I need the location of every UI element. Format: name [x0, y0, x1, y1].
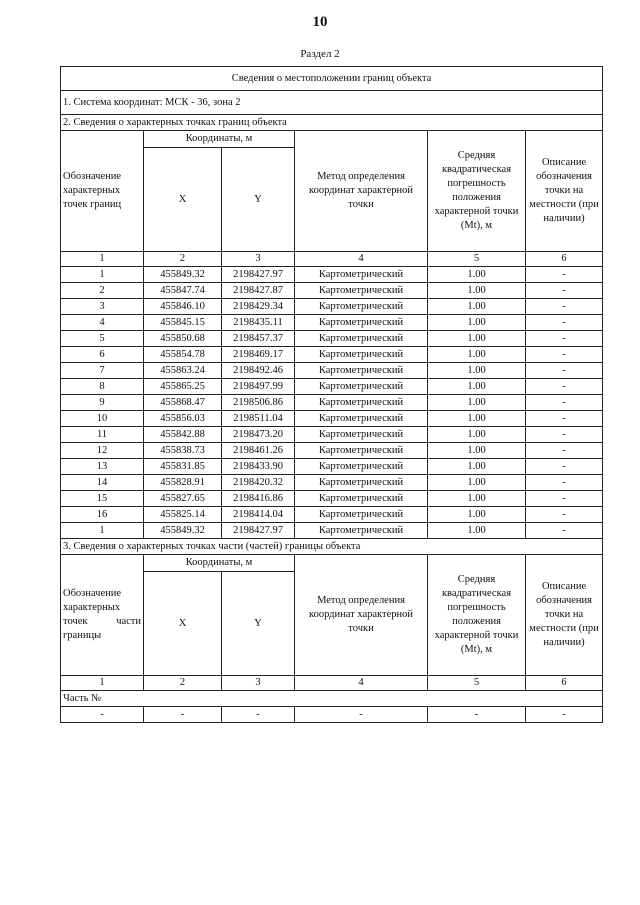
table-row	[61, 363, 603, 379]
point-y: 2198457.37	[222, 331, 295, 347]
point-y: 2198414.04	[222, 507, 295, 523]
header-description: Описание обозначения точки на местности (при наличии)	[526, 131, 603, 252]
table-row	[61, 491, 603, 507]
point-x: 455827.65	[144, 491, 222, 507]
point-x: 455854.78	[144, 347, 222, 363]
point-y: 2198420.32	[222, 475, 295, 491]
point-mt: 1.00	[428, 379, 526, 395]
point-mt: 1.00	[428, 299, 526, 315]
point-mt: 1.00	[428, 475, 526, 491]
table-row	[61, 475, 603, 491]
point-number: 10	[61, 411, 144, 427]
parts-column-number-4: 4	[295, 676, 428, 691]
point-mt: 1.00	[428, 267, 526, 283]
point-description: -	[526, 331, 603, 347]
header-error: Средняя квадратическая погрешность положения характерной точки (Mt), м	[428, 131, 526, 252]
point-method: Картометрический	[295, 443, 428, 459]
point-y: 2198433.90	[222, 459, 295, 475]
point-x: 455863.24	[144, 363, 222, 379]
coord-system: 1. Система координат: МСК - 36, зона 2	[61, 91, 603, 115]
point-description: -	[526, 475, 603, 491]
point-y: 2198492.46	[222, 363, 295, 379]
point-number: 1	[61, 523, 144, 539]
point-description: -	[526, 347, 603, 363]
part-cell: -	[428, 707, 526, 723]
point-x: 455847.74	[144, 283, 222, 299]
point-x: 455842.88	[144, 427, 222, 443]
point-description: -	[526, 283, 603, 299]
parts-column-number-1: 1	[61, 676, 144, 691]
table-row	[61, 459, 603, 475]
column-number-1: 1	[61, 252, 144, 267]
point-y: 2198497.99	[222, 379, 295, 395]
point-number: 8	[61, 379, 144, 395]
point-number: 15	[61, 491, 144, 507]
table-row	[61, 315, 603, 331]
part-cell: -	[61, 707, 144, 723]
column-number-6: 6	[526, 252, 603, 267]
point-number: 3	[61, 299, 144, 315]
parts-header-designation: Обозначение характерных точек части границы	[61, 555, 144, 676]
table-row	[61, 395, 603, 411]
point-x: 455856.03	[144, 411, 222, 427]
point-description: -	[526, 427, 603, 443]
header-coords: Координаты, м	[144, 131, 295, 148]
parts-header-description: Описание обозначения точки на местности (при наличии)	[526, 555, 603, 676]
point-number: 5	[61, 331, 144, 347]
point-description: -	[526, 491, 603, 507]
point-description: -	[526, 459, 603, 475]
part-cell: -	[526, 707, 603, 723]
point-number: 13	[61, 459, 144, 475]
point-mt: 1.00	[428, 427, 526, 443]
point-y: 2198469.17	[222, 347, 295, 363]
point-method: Картометрический	[295, 475, 428, 491]
header-y: Y	[222, 148, 295, 252]
point-method: Картометрический	[295, 299, 428, 315]
point-number: 6	[61, 347, 144, 363]
point-number: 16	[61, 507, 144, 523]
point-mt: 1.00	[428, 331, 526, 347]
point-description: -	[526, 299, 603, 315]
point-number: 14	[61, 475, 144, 491]
point-y: 2198427.97	[222, 523, 295, 539]
table-row	[61, 331, 603, 347]
point-y: 2198511.04	[222, 411, 295, 427]
point-number: 2	[61, 283, 144, 299]
point-method: Картометрический	[295, 523, 428, 539]
point-x: 455865.25	[144, 379, 222, 395]
parts-column-number-6: 6	[526, 676, 603, 691]
point-method: Картометрический	[295, 411, 428, 427]
boundary-table	[60, 66, 603, 723]
parts-column-number-2: 2	[144, 676, 222, 691]
parts-header-error: Средняя квадратическая погрешность положения характерной точки (Mt), м	[428, 555, 526, 676]
table-title: Сведения о местоположении границ объекта	[61, 67, 603, 91]
table-row	[61, 283, 603, 299]
point-y: 2198429.34	[222, 299, 295, 315]
point-mt: 1.00	[428, 363, 526, 379]
header-designation: Обозначение характерных точек границ	[61, 131, 144, 252]
point-x: 455825.14	[144, 507, 222, 523]
column-number-5: 5	[428, 252, 526, 267]
column-numbers-row	[61, 252, 603, 267]
point-description: -	[526, 267, 603, 283]
parts-header-y: Y	[222, 572, 295, 676]
point-mt: 1.00	[428, 283, 526, 299]
point-method: Картометрический	[295, 315, 428, 331]
header-method: Метод определения координат характерной точки	[295, 131, 428, 252]
point-description: -	[526, 395, 603, 411]
point-y: 2198473.20	[222, 427, 295, 443]
point-x: 455849.32	[144, 267, 222, 283]
point-description: -	[526, 507, 603, 523]
parts-column-number-5: 5	[428, 676, 526, 691]
point-x: 455831.85	[144, 459, 222, 475]
part-row	[61, 707, 603, 723]
point-method: Картометрический	[295, 459, 428, 475]
point-mt: 1.00	[428, 411, 526, 427]
point-mt: 1.00	[428, 491, 526, 507]
point-mt: 1.00	[428, 459, 526, 475]
part-cell: -	[144, 707, 222, 723]
point-method: Картометрический	[295, 363, 428, 379]
point-description: -	[526, 379, 603, 395]
point-description: -	[526, 411, 603, 427]
point-method: Картометрический	[295, 347, 428, 363]
table-row	[61, 379, 603, 395]
points-section-title: 2. Сведения о характерных точках границ объекта	[61, 115, 603, 131]
part-label: Часть №	[61, 691, 603, 707]
point-mt: 1.00	[428, 507, 526, 523]
column-number-3: 3	[222, 252, 295, 267]
parts-section-title: 3. Сведения о характерных точках части (частей) границы объекта	[61, 539, 603, 555]
point-y: 2198435.11	[222, 315, 295, 331]
point-x: 455845.15	[144, 315, 222, 331]
point-number: 7	[61, 363, 144, 379]
point-mt: 1.00	[428, 443, 526, 459]
parts-column-number-3: 3	[222, 676, 295, 691]
table-row	[61, 411, 603, 427]
point-number: 11	[61, 427, 144, 443]
point-description: -	[526, 315, 603, 331]
part-cell: -	[295, 707, 428, 723]
point-number: 9	[61, 395, 144, 411]
point-mt: 1.00	[428, 395, 526, 411]
point-y: 2198506.86	[222, 395, 295, 411]
column-number-4: 4	[295, 252, 428, 267]
parts-header-coords: Координаты, м	[144, 555, 295, 572]
part-cell: -	[222, 707, 295, 723]
page-number: 10	[312, 14, 328, 30]
point-method: Картометрический	[295, 507, 428, 523]
point-mt: 1.00	[428, 347, 526, 363]
point-method: Картометрический	[295, 267, 428, 283]
parts-header-method: Метод определения координат характерной точки	[295, 555, 428, 676]
point-method: Картометрический	[295, 395, 428, 411]
point-x: 455850.68	[144, 331, 222, 347]
table-row	[61, 347, 603, 363]
table-row	[61, 427, 603, 443]
point-method: Картометрический	[295, 491, 428, 507]
point-method: Картометрический	[295, 283, 428, 299]
point-x: 455846.10	[144, 299, 222, 315]
table-row	[61, 267, 603, 283]
column-number-2: 2	[144, 252, 222, 267]
table-row	[61, 443, 603, 459]
table-row	[61, 523, 603, 539]
header-x: X	[144, 148, 222, 252]
point-number: 1	[61, 267, 144, 283]
parts-column-numbers-row	[61, 676, 603, 691]
table-row	[61, 507, 603, 523]
point-method: Картометрический	[295, 379, 428, 395]
point-number: 12	[61, 443, 144, 459]
point-method: Картометрический	[295, 427, 428, 443]
point-description: -	[526, 523, 603, 539]
point-y: 2198427.87	[222, 283, 295, 299]
point-description: -	[526, 443, 603, 459]
point-description: -	[526, 363, 603, 379]
point-y: 2198427.97	[222, 267, 295, 283]
table-row	[61, 299, 603, 315]
point-x: 455838.73	[144, 443, 222, 459]
point-number: 4	[61, 315, 144, 331]
point-mt: 1.00	[428, 315, 526, 331]
point-method: Картометрический	[295, 331, 428, 347]
point-mt: 1.00	[428, 523, 526, 539]
point-y: 2198461.26	[222, 443, 295, 459]
point-x: 455828.91	[144, 475, 222, 491]
section-title: Раздел 2	[300, 48, 340, 60]
point-y: 2198416.86	[222, 491, 295, 507]
point-x: 455849.32	[144, 523, 222, 539]
parts-header-x: X	[144, 572, 222, 676]
point-x: 455868.47	[144, 395, 222, 411]
